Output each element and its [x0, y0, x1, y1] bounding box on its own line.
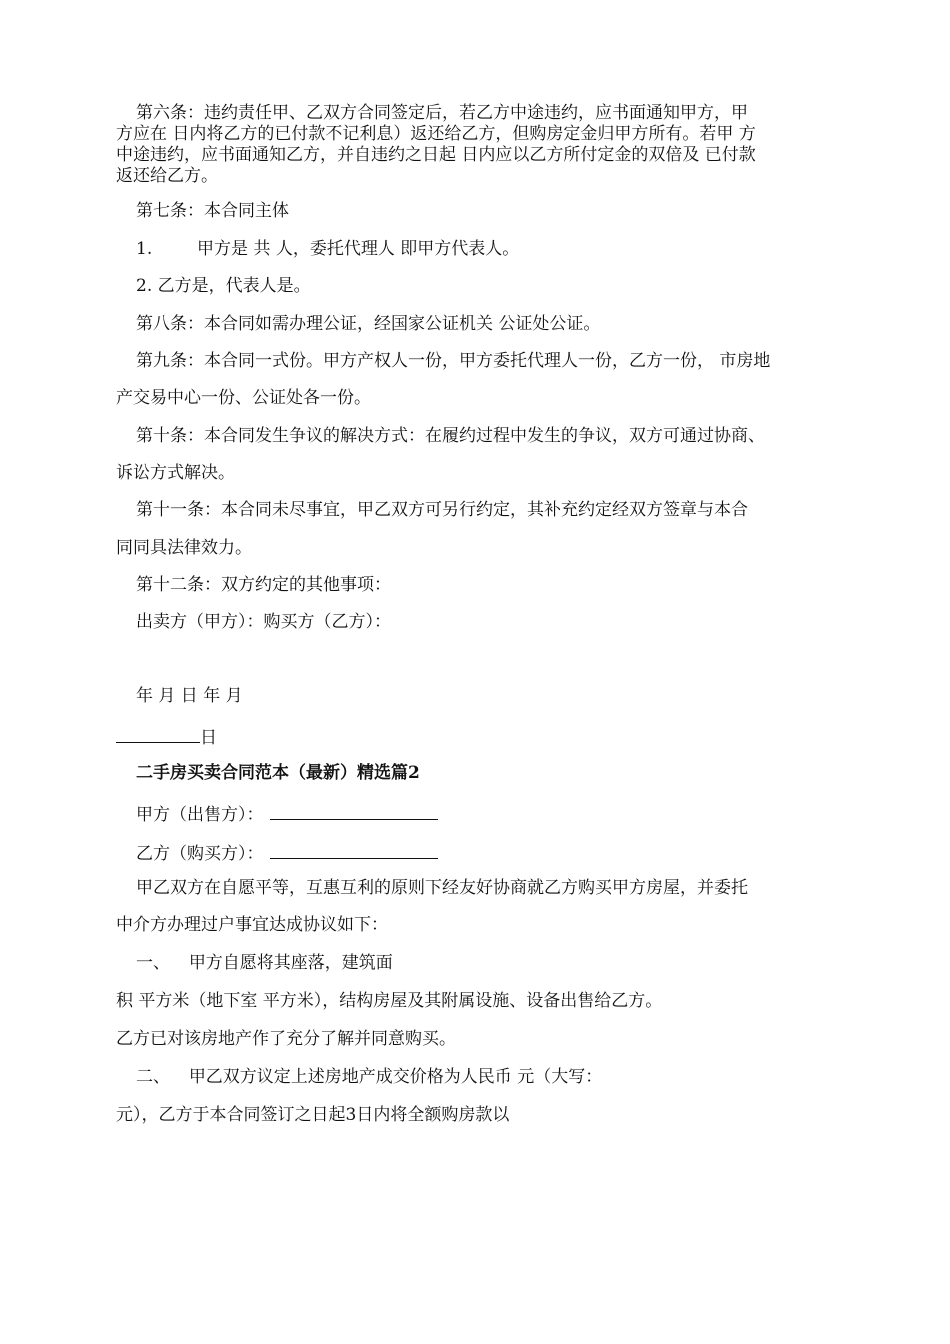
seller-blank [270, 801, 438, 820]
article7-item1-text: 甲方是 共 人，委托代理人 即甲方代表人。 [197, 239, 520, 259]
seller-label: 甲方（出售方）： [136, 805, 264, 825]
clause1-line1 [136, 953, 393, 973]
clause1-line2: 积 平方米（地下室 平方米），结构房屋及其附属设施、设备出售给乙方。 [116, 991, 663, 1011]
article9-line2: 产交易中心一份、公证处各一份。 [116, 388, 371, 408]
article6-line3: 中途违约，应书面通知乙方，并自违约之日起 日内应以乙方所付定金的双倍及 已付款 [116, 145, 756, 165]
day-blank [116, 724, 200, 743]
article7-title: 第七条：本合同主体 [136, 201, 289, 221]
buyer-label: 乙方（购买方）： [136, 844, 264, 864]
clause2-number: 二、 [136, 1067, 170, 1087]
section2-intro-line1: 甲乙双方在自愿平等，互惠互利的原则下经友好协商就乙方购买甲方房屋，并委托 [136, 878, 748, 898]
buyer-row [136, 840, 438, 864]
article10-line2: 诉讼方式解决。 [116, 463, 235, 483]
signature-date-row: 年 月 日 年 月 [136, 686, 243, 706]
buyer-blank [270, 840, 438, 859]
article6-line4: 返还给乙方。 [116, 166, 218, 186]
clause2-text: 甲乙双方议定上述房地产成交价格为人民币 元（大写： [188, 1067, 603, 1087]
article8: 第八条：本合同如需办理公证，经国家公证机关 公证处公证。 [136, 314, 601, 334]
article7-item2: 2. 乙方是，代表人是。 [136, 276, 311, 296]
clause1-line3: 乙方已对该房地产作了充分了解并同意购买。 [116, 1029, 456, 1049]
article6-line2: 方应在 日内将乙方的已付款不记利息）返还给乙方，但购房定金归甲方所有。若甲 方 [116, 124, 756, 144]
clause2-line2: 元），乙方于本合同签订之日起3日内将全额购房款以 [116, 1105, 510, 1125]
seller-row [136, 801, 438, 825]
clause2-line1 [136, 1067, 602, 1087]
signature-parties: 出卖方（甲方）：购买方（乙方）： [136, 612, 391, 632]
article9-line1: 第九条：本合同一式份。甲方产权人一份，甲方委托代理人一份，乙方一份， 市房地 [136, 351, 771, 371]
article6-line1: 第六条：违约责任甲、乙双方合同签定后，若乙方中途违约，应书面通知甲方，甲 [136, 103, 748, 123]
article10-line1: 第十条：本合同发生争议的解决方式：在履约过程中发生的争议，双方可通过协商、 [136, 426, 765, 446]
article11-line2: 同同具法律效力。 [116, 538, 252, 558]
article7-item1-number: 1. [136, 239, 153, 259]
article12: 第十二条：双方约定的其他事项： [136, 575, 391, 595]
section2-intro-line2: 中介方办理过户事宜达成协议如下： [116, 915, 388, 935]
signature-day-line [116, 724, 217, 748]
section2-heading: 二手房买卖合同范本（最新）精选篇2 [136, 763, 420, 783]
article7-item1 [136, 239, 519, 259]
day-label: 日 [200, 728, 217, 748]
article11-line1: 第十一条：本合同未尽事宜，甲乙双方可另行约定，其补充约定经双方签章与本合 [136, 500, 748, 520]
clause1-number: 一、 [136, 953, 170, 973]
clause1-text: 甲方自愿将其座落，建筑面 [188, 953, 393, 973]
